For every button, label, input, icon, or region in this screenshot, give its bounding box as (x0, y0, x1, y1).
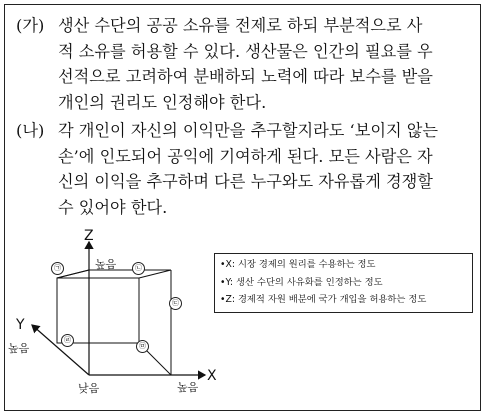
point-2-marker: ㉡ (132, 262, 145, 275)
passage-b-label: (나) (16, 121, 45, 140)
passage-b-line: 수 있어야 한다. (58, 197, 168, 217)
point-3-marker: ㉢ (169, 297, 182, 310)
passage-a-line: 개인의 권리도 인정해야 한다. (58, 92, 267, 112)
y-axis (32, 325, 89, 375)
passage-a-label: (가) (16, 16, 45, 35)
legend-item-z: •Z: 경제적 자원 배분에 국가 개입을 허용하는 정도 (220, 294, 427, 305)
legend-item-y: •Y: 생산 수단의 사유화를 인정하는 정도 (220, 276, 383, 288)
passage-a-line: 선적으로 고려하여 분배하되 노력에 따라 보수를 받을 (58, 67, 433, 86)
x-high-label: 높음 (177, 381, 199, 394)
x-axis-label: X (207, 368, 217, 384)
passage-b-line: 손’에 인도되어 공익에 기여하게 된다. 모든 사람은 자 (58, 146, 433, 166)
passage-b-line: 각 개인이 자신의 이익만을 추구할지라도 ‘보이지 않는 (58, 121, 439, 140)
z-axis-label: Z (84, 228, 94, 244)
passage-b-line: 신의 이익을 추구하며 다른 누구와도 자유롭게 경쟁할 (58, 172, 433, 191)
point-1-marker: ㉠ (51, 262, 64, 275)
point-5-marker: ㉤ (136, 340, 149, 353)
origin-low-label: 낮음 (78, 382, 100, 395)
passage-a-line: 적 소유를 허용할 수 있다. 생산물은 인간의 필요를 우 (58, 41, 433, 61)
y-axis-label: Y (16, 317, 25, 333)
point-4-marker: ㉣ (61, 334, 74, 347)
cube-edges (57, 270, 171, 375)
passage-a-line: 생산 수단의 공공 소유를 전제로 하되 부분적으로 사 (58, 16, 423, 35)
z-high-label: 높음 (95, 258, 117, 271)
legend-box (214, 253, 473, 313)
y-high-label: 높음 (8, 342, 30, 355)
legend-item-x: •X: 시장 경제의 원리를 수용하는 정도 (220, 259, 376, 270)
